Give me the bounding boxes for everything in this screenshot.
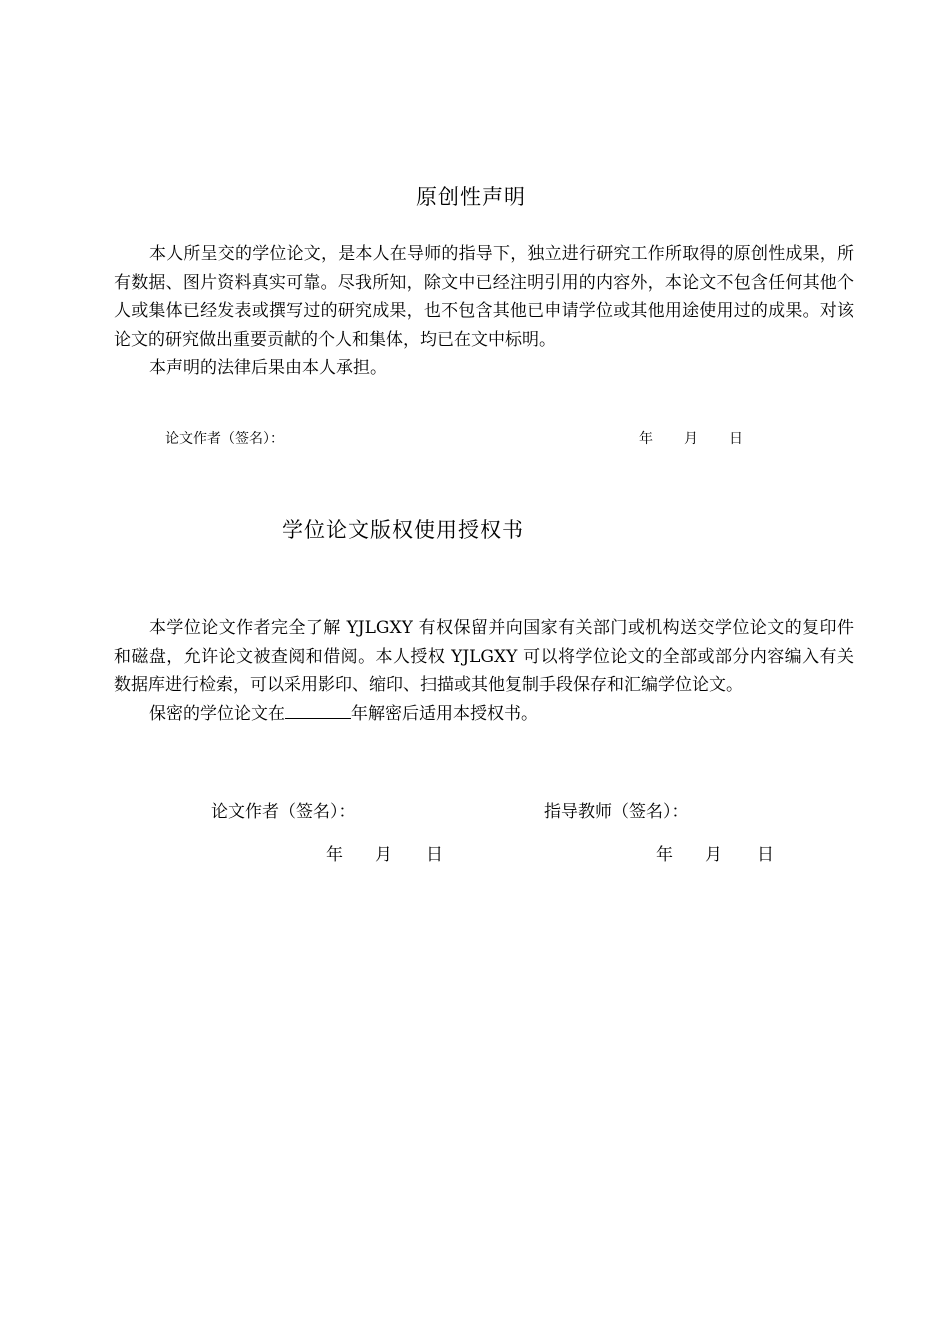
advisor-date-year: 年 [656,845,673,865]
authorization-paragraph-1: 本学位论文作者完全了解 YJLGXY 有权保留并向国家有关部门或机构送交学位论文的复印件和磁盘，允许论文被查阅和借阅。本人授权 YJLGXY 可以将学位论文的全部或部分内容编入有关数据库进行检索，可以采用影印、缩印、扫描或其他复制手段保存和汇编学位论文。 [114,618,854,695]
declaration-date-day: 日 [729,431,743,447]
declaration-body [114,240,854,383]
confidential-text-after: 年解密后适用本授权书。 [351,703,538,724]
authorization-title: 学位论文版权使用授权书 [282,518,524,542]
advisor-date-day: 日 [757,845,774,865]
declaration-paragraph-1: 本人所呈交的学位论文，是本人在导师的指导下，独立进行研究工作所取得的原创性成果，所有数据、图片资料真实可靠。尽我所知，除文中已经注明引用的内容外，本论文不包含任何其他个人或集体已经发表或撰写过的研究成果，也不包含其他已申请学位或其他用途使用过的成果。对该论文的研究做出重要贡献的个人和集体，均已在文中标明。 [114,244,854,350]
author-date-year: 年 [326,845,343,865]
declaration-title: 原创性声明 [416,185,526,209]
declaration-signature-label: 论文作者（签名）： [165,431,284,447]
declaration-date-month: 月 [684,431,698,447]
confidential-year-blank [285,701,351,719]
authorization-paragraph-2 [114,700,854,729]
confidential-text-before: 保密的学位论文在 [149,703,285,724]
author-date-month: 月 [375,845,392,865]
advisor-signature-label: 指导教师（签名）： [544,802,689,822]
advisor-date-month: 月 [705,845,722,865]
author-signature-label: 论文作者（签名）： [211,802,356,822]
authorization-body [114,614,854,728]
declaration-paragraph-2: 本声明的法律后果由本人承担。 [149,358,387,378]
author-date-day: 日 [426,845,443,865]
declaration-date-year: 年 [639,431,653,447]
